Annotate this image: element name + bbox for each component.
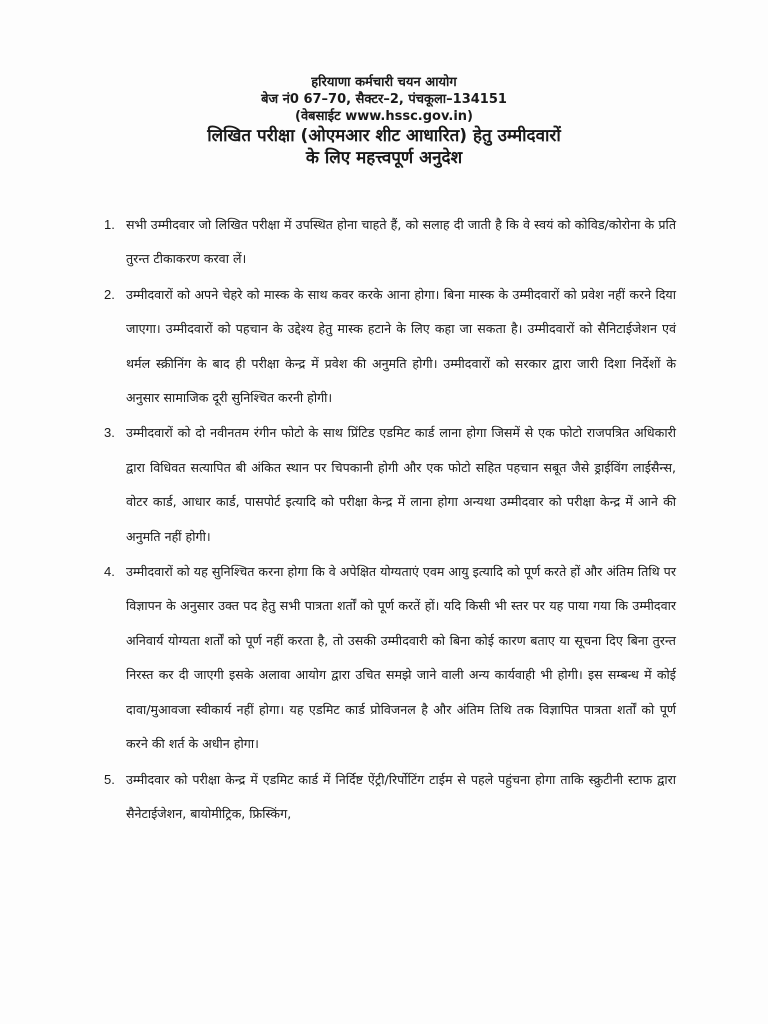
instruction-number: 5. — [104, 771, 115, 787]
instruction-text: उम्मीदवारों को दो नवीनतम रंगीन फोटो के साथ प्रिंटिड एडमिट कार्ड लाना होगा जिसमें से एक फोटो राजपत्रित अधिकारी द्वारा विधिवत सत्यापित बी अंकित स्थान पर चिपकानी होगी और एक फोटो सहित पहचान सबूत जैसे ड्राईविंग लाईसैन्स, वोटर कार्ड, आधार कार्ड, पासपोर्ट इत्यादि को परीक्षा केन्द्र में लाना होगा अन्यथा उम्मीदवार को परीक्षा केन्द्र में आने की अनुमति नहीं होगी। — [126, 425, 676, 544]
instruction-text: उम्मीदवारों को अपने चेहरे को मास्क के साथ कवर करके आना होगा। बिना मास्क के उम्मीदवारों को प्रवेश नहीं करने दिया जाएगा। उम्मीदवारों को पहचान के उद्देश्य हेतु मास्क हटाने के लिए कहा जा सकता है। उम्मीदवारों को सैनिटाईजेशन एवं थर्मल स्क्रीनिंग के बाद ही परीक्षा केन्द्र में प्रवेश की अनुमति होगी। उम्मीदवारों को सरकार द्वारा जारी दिशा निर्देशों के अनुसार सामाजिक दूरी सुनिश्चित करनी होगी। — [126, 286, 676, 406]
instruction-number: 3. — [104, 425, 115, 441]
document-header — [0, 74, 768, 169]
instruction-item-3 — [104, 416, 676, 554]
instruction-list — [104, 208, 676, 832]
instruction-number: 4. — [104, 564, 115, 580]
document-title-line-1: लिखित परीक्षा (ओएमआर शीट आधारित) हेतु उम्मीदवारों — [207, 126, 561, 146]
instruction-number: 1. — [104, 217, 115, 232]
instruction-text: उम्मीदवार को परीक्षा केन्द्र में एडमिट कार्ड में निर्दिष्ट ऐंट्री/रिर्पोटिंग टाईम से पहले पहुंचना होगा ताकि स्क्रुटीनी स्टाफ द्वारा सैनेटाईजेशन, बायोमीट्रिक, फ्रिस्किंग, — [126, 771, 676, 821]
instruction-number: 2. — [104, 286, 115, 302]
instruction-text: उम्मीदवारों को यह सुनिश्चित करना होगा कि वे अपेक्षित योग्यताएं एवम आयु इत्यादि को पूर्ण करते हों और अंतिम तिथि पर विज्ञापन के अनुसार उक्त पद हेतु सभी पात्रता शर्तों को पूर्ण करतें हों। यदि किसी भी स्तर पर यह पाया गया कि उम्मीदवार अनिवार्य योग्यता शर्तों को पूर्ण नहीं करता है, तो उसकी उम्मीदवारी को बिना कोई कारण बताए या सूचना दिए बिना तुरन्त निरस्त कर दी जाएगी इसके अलावा आयोग द्वारा उचित समझे जाने वाली अन्य कार्यवाही भी होगी। इस सम्बन्ध में कोई दावा/मुआवजा स्वीकार्य नहीं होगा। यह एडमिट कार्ड प्रोविजनल है और अंतिम तिथि तक विज्ञापित पात्रता शर्तों को पूर्ण करने की शर्त के अधीन होगा। — [126, 564, 676, 752]
instruction-item-5 — [104, 763, 676, 832]
instruction-text: सभी उम्मीदवार जो लिखित परीक्षा में उपस्थित होना चाहते हैं, को सलाह दी जाती है कि वे स्वयं को कोविड/कोरोना के प्रति तुरन्त टीकाकरण करवा लें। — [126, 217, 676, 267]
instruction-item-4 — [104, 555, 676, 761]
document-title-line-2: के लिए महत्त्वपूर्ण अनुदेश — [305, 148, 463, 168]
organization-name: हरियाणा कर्मचारी चयन आयोग — [311, 75, 457, 90]
instruction-item-1 — [104, 208, 676, 277]
organization-website: (वेबसाईट www.hssc.gov.in) — [295, 109, 473, 124]
organization-address: बेज नं0 67–70, सैक्टर–2, पंचकूला–134151 — [261, 92, 507, 107]
instruction-item-2 — [104, 278, 676, 416]
